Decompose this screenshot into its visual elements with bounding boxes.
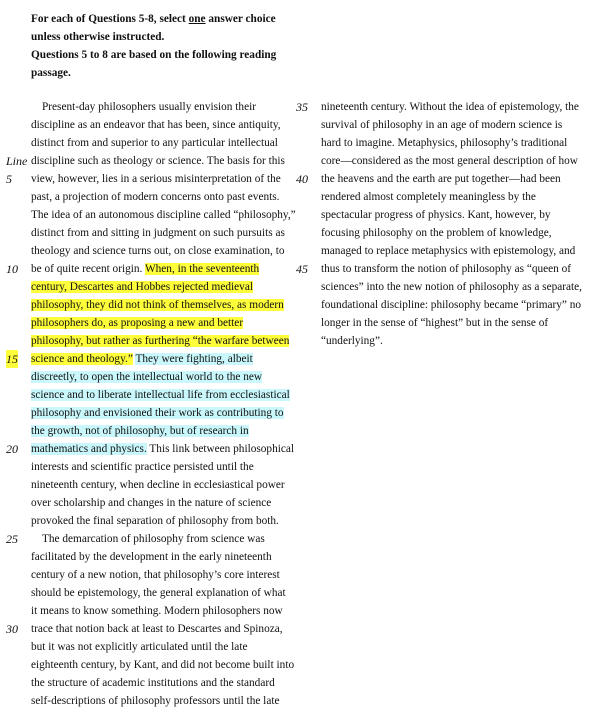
passage-line-40: rendered almost completely meaningless by the	[321, 191, 536, 203]
passage-line-21: interests and scientific practice persisted until the	[31, 461, 254, 473]
instructions	[31, 10, 306, 82]
passage-line-4: discipline such as theology or science. The basis for this	[31, 155, 285, 167]
instructions-line-4: passage.	[31, 67, 71, 79]
passage-line-22: nineteenth century, when decline in ecclesiastical power	[31, 479, 285, 491]
passage-line-23: over scholarship and changes in the nature of science	[31, 497, 272, 509]
highlight-yellow: century, Descartes and Hobbes rejected medieval	[31, 281, 253, 293]
highlight-cyan: the growth, not of philosophy, but of research in	[31, 425, 249, 437]
line-number-40: 40	[296, 172, 308, 186]
line-number-35: 35	[296, 100, 308, 114]
passage-line-20: mathematics and physics. This link between philosophical	[31, 443, 295, 455]
passage-line-24: provoked the final separation of philosophy from both.	[31, 515, 279, 527]
passage-line-42: focusing philosophy on the problem of knowledge,	[321, 227, 552, 239]
highlight-cyan: science and to liberate intellectual life from ecclesiastical	[31, 389, 290, 401]
passage-line-7: The idea of an autonomous discipline called “philosophy,”	[31, 209, 296, 221]
line-label: Line	[6, 154, 28, 168]
passage-line-39: the heavens and the earth are put together—had been	[321, 173, 561, 185]
passage-line-1: Present-day philosophers usually envision their	[42, 101, 256, 113]
passage-line-19	[31, 422, 249, 440]
passage-line-26: facilitated by the development in the early nineteenth	[31, 551, 272, 563]
passage-line-32: eighteenth century, by Kant, and did not become built into	[31, 659, 295, 671]
line-number-30: 30	[6, 622, 18, 636]
passage-line-3: distinct from and superior to any particular intellectual	[31, 137, 278, 149]
passage-line-33: the structure of academic institutions and the standard	[31, 677, 275, 689]
line-number-45: 45	[296, 262, 308, 276]
passage-line-28: should be epistemology, the general explanation of what	[31, 587, 286, 599]
instructions-line-3: Questions 5 to 8 are based on the following reading	[31, 49, 277, 61]
instructions-line-1: For each of Questions 5-8, select one answer choice	[31, 13, 276, 25]
passage-line-27: century of a new notion, that philosophy’s core interest	[31, 569, 280, 581]
line-number-25: 25	[6, 532, 18, 546]
line-number-5: 5	[6, 172, 12, 186]
passage-line-30: trace that notion back at least to Descartes and Spinoza,	[31, 623, 283, 635]
passage-line-2: discipline as an endeavor that has been, since antiquity,	[31, 119, 281, 131]
passage-line-12	[31, 296, 284, 314]
passage-line-43: managed to replace metaphysics with epistemology, and	[321, 245, 576, 257]
passage-line-36: survival of philosophy in an age of modern science is	[321, 119, 563, 131]
passage-line-13	[31, 314, 243, 332]
passage-line-37: hard to imagine. Metaphysics, philosophy’s traditional	[321, 137, 568, 149]
passage-line-29: it means to know something. Modern philosophers now	[31, 605, 283, 617]
passage-line-11	[31, 278, 253, 296]
highlight-yellow: philosophy, they did not think of themselves, as modern	[31, 299, 284, 311]
highlight-yellow: science and theology.”	[31, 353, 133, 365]
passage-line-16	[31, 368, 262, 386]
line-number-15: 15	[6, 352, 18, 366]
passage-line-10: be of quite recent origin. When, in the seventeenth	[31, 263, 260, 275]
passage-line-45: sciences” into the new notion of philosophy as a separate,	[321, 281, 583, 293]
highlight-cyan: philosophy and envisioned their work as contributing to	[31, 407, 284, 419]
passage-line-38: core—considered as the most general description of how	[321, 155, 578, 167]
passage-line-8: distinct from and sitting in judgment on such pursuits as	[31, 227, 285, 239]
highlight-cyan: discreetly, to open the intellectual world to the new	[31, 371, 263, 383]
underlined-one: one	[188, 13, 206, 25]
passage-line-31: but it was not explicitly articulated until the late	[31, 641, 248, 653]
highlight-cyan: They were fighting, albeit	[135, 353, 253, 365]
highlight-yellow: philosophers do, as proposing a new and better	[31, 317, 244, 329]
passage-line-17	[31, 386, 290, 404]
passage-line-34: self-descriptions of philosophy professors until the late	[31, 695, 280, 707]
passage-line-46: foundational discipline: philosophy became “primary” no	[321, 299, 582, 311]
passage-line-41: spectacular progress of physics. Kant, however, by	[321, 209, 551, 221]
highlight-cyan: mathematics and physics.	[31, 443, 147, 455]
passage-line-6: past, a projection of modern concerns onto past events.	[31, 191, 280, 203]
passage-line-14	[31, 332, 289, 350]
passage-line-15	[31, 350, 253, 368]
passage-line-9: theology and science turns out, on close examination, to	[31, 245, 285, 257]
instructions-line-2: unless otherwise instructed.	[31, 31, 165, 43]
passage-line-44: thus to transform the notion of philosophy as “queen of	[321, 263, 572, 275]
highlight-yellow: philosophy, but rather as furthering “the warfare between	[31, 335, 290, 347]
passage-line-25: The demarcation of philosophy from science was	[42, 533, 265, 545]
passage-line-35: nineteenth century. Without the idea of epistemology, the	[321, 101, 579, 113]
line-number-20: 20	[6, 442, 18, 456]
highlight-yellow: When, in the seventeenth	[144, 263, 260, 275]
passage-line-47: longer in the sense of “highest” but in the sense of	[321, 317, 549, 329]
passage-line-5: view, however, lies in a serious misinterpretation of the	[31, 173, 281, 185]
passage-line-18	[31, 404, 284, 422]
passage-line-48: “underlying”.	[321, 335, 383, 347]
line-number-10: 10	[6, 262, 18, 276]
